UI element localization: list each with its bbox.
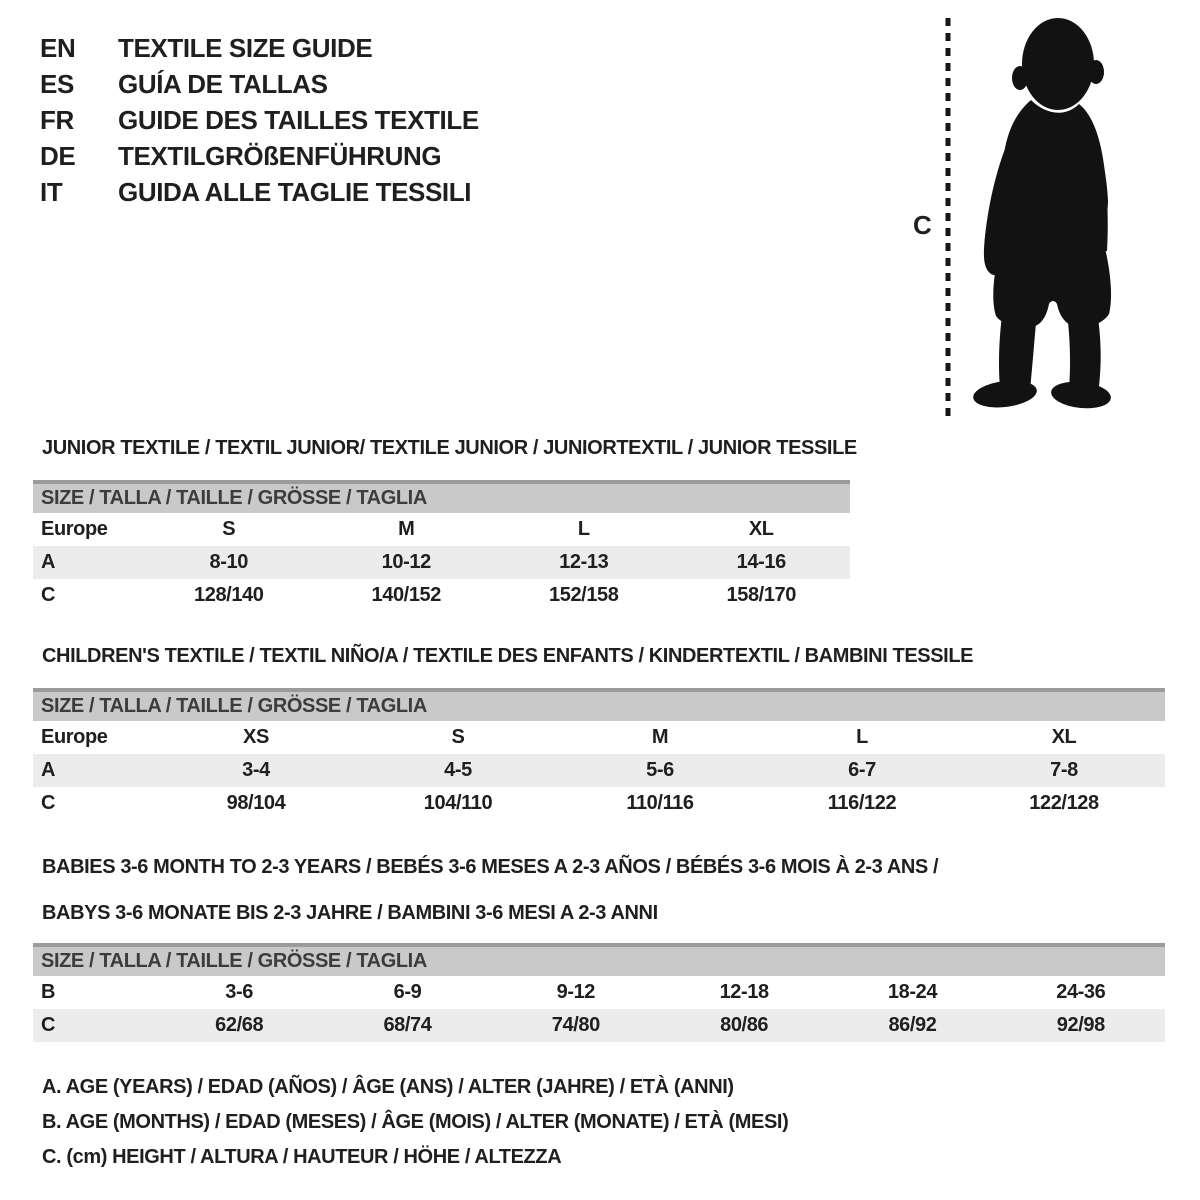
column-header: L — [577, 518, 590, 540]
column-header: L — [856, 726, 868, 748]
junior-size-table — [33, 480, 850, 612]
table-row — [33, 546, 850, 579]
value-cell: 4-5 — [444, 759, 472, 781]
value-cell: 152/158 — [549, 584, 619, 606]
value-cell: 3-4 — [242, 759, 270, 781]
value-cell: 158/170 — [726, 584, 796, 606]
height-measure-label: C — [913, 210, 932, 240]
height-measure-figure — [905, 12, 1160, 420]
language-row — [40, 30, 479, 66]
legend-line-a: A. AGE (YEARS) / EDAD (AÑOS) / ÂGE (ANS) / ALTER (JAHRE) / ETÀ (ANNI) — [42, 1076, 734, 1098]
row-label: A — [41, 759, 56, 781]
column-header: XL — [748, 518, 774, 540]
column-header: M — [398, 518, 415, 540]
value-cell: 7-8 — [1050, 759, 1078, 781]
column-header: Europe — [41, 518, 108, 540]
value-cell: 12-13 — [559, 551, 609, 573]
value-cell: 92/98 — [1056, 1014, 1105, 1036]
measurement-legend — [42, 1070, 788, 1175]
language-code: EN — [40, 32, 76, 63]
language-code: IT — [40, 176, 63, 207]
value-cell: 5-6 — [646, 759, 674, 781]
value-cell: 24-36 — [1056, 981, 1106, 1003]
language-row — [40, 138, 479, 174]
value-cell: 74/80 — [551, 1014, 600, 1036]
language-code: ES — [40, 68, 74, 99]
language-title: TEXTILE SIZE GUIDE — [118, 32, 373, 63]
language-code: FR — [40, 104, 74, 135]
section-title-line1: BABIES 3-6 MONTH TO 2-3 YEARS / BEBÉS 3-6 MESES A 2-3 AÑOS / BÉBÉS 3-6 MOIS À 2-3 ANS / — [42, 856, 939, 878]
value-cell: 62/68 — [215, 1014, 264, 1036]
value-cell: 122/128 — [1029, 792, 1099, 814]
value-cell: 98/104 — [226, 792, 286, 814]
size-table-header-bar: SIZE / TALLA / TAILLE / GRÖSSE / TAGLIA — [33, 688, 1165, 721]
row-label: B — [41, 981, 56, 1003]
language-header-block — [40, 30, 479, 210]
column-header: Europe — [41, 726, 108, 748]
value-cell: 6-9 — [393, 981, 422, 1003]
table-row — [33, 787, 1165, 820]
section-babies-textile — [33, 850, 1165, 1042]
section-title-line2: BABYS 3-6 MONATE BIS 2-3 JAHRE / BAMBINI 3-6 MESI A 2-3 ANNI — [42, 902, 658, 924]
row-label: A — [41, 551, 56, 573]
language-title: GUÍA DE TALLAS — [118, 68, 328, 99]
column-header: XS — [243, 726, 269, 748]
value-cell: 18-24 — [887, 981, 938, 1003]
language-row — [40, 66, 479, 102]
value-cell: 140/152 — [371, 584, 441, 606]
section-title: JUNIOR TEXTILE / TEXTIL JUNIOR/ TEXTILE JUNIOR / JUNIORTEXTIL / JUNIOR TESSILE — [42, 437, 857, 459]
column-header: S — [222, 518, 236, 540]
column-header-row — [33, 721, 1165, 754]
table-row — [33, 754, 1165, 787]
language-title: GUIDE DES TAILLES TEXTILE — [118, 104, 479, 135]
value-cell: 9-12 — [556, 981, 596, 1003]
height-dashed-line — [945, 18, 951, 416]
babies-size-table — [33, 943, 1165, 1042]
size-table-header-bar: SIZE / TALLA / TAILLE / GRÖSSE / TAGLIA — [33, 480, 850, 513]
value-cell: 80/86 — [720, 1014, 769, 1036]
language-row — [40, 174, 479, 210]
section-junior-textile — [33, 437, 857, 612]
language-title: TEXTILGRÖßENFÜHRUNG — [118, 140, 442, 171]
section-childrens-textile — [33, 645, 1165, 820]
children-size-table — [33, 688, 1165, 820]
language-title: GUIDA ALLE TAGLIE TESSILI — [118, 176, 472, 207]
row-label: C — [41, 792, 56, 814]
value-cell: 86/92 — [888, 1014, 937, 1036]
value-cell: 8-10 — [209, 551, 248, 573]
toddler-silhouette-icon — [965, 16, 1140, 414]
column-header: XL — [1051, 726, 1077, 748]
language-code: DE — [40, 140, 76, 171]
value-cell: 104/110 — [423, 792, 493, 814]
value-cell: 12-18 — [719, 981, 769, 1003]
column-header-row — [33, 513, 850, 546]
section-title: CHILDREN'S TEXTILE / TEXTIL NIÑO/A / TEXTILE DES ENFANTS / KINDERTEXTIL / BAMBINI TESSILE — [42, 645, 974, 667]
value-cell: 128/140 — [194, 584, 264, 606]
column-header: S — [451, 726, 465, 748]
value-cell: 68/74 — [383, 1014, 432, 1036]
table-row — [33, 1009, 1165, 1042]
table-row — [33, 579, 850, 612]
value-cell: 14-16 — [736, 551, 786, 573]
language-row — [40, 102, 479, 138]
legend-line-b: B. AGE (MONTHS) / EDAD (MESES) / ÂGE (MOIS) / ALTER (MONATE) / ETÀ (MESI) — [42, 1111, 789, 1133]
column-header: M — [651, 726, 669, 748]
legend-line-c: C. (cm) HEIGHT / ALTURA / HAUTEUR / HÖHE / ALTEZZA — [42, 1146, 562, 1168]
size-table-header-bar: SIZE / TALLA / TAILLE / GRÖSSE / TAGLIA — [33, 943, 1165, 976]
value-cell: 10-12 — [381, 551, 431, 573]
value-cell: 116/122 — [827, 792, 897, 814]
row-label: C — [41, 584, 56, 606]
row-label: C — [41, 1014, 56, 1036]
value-cell: 110/116 — [626, 792, 694, 814]
table-row — [33, 976, 1165, 1009]
value-cell: 3-6 — [225, 981, 254, 1003]
value-cell: 6-7 — [848, 759, 876, 781]
